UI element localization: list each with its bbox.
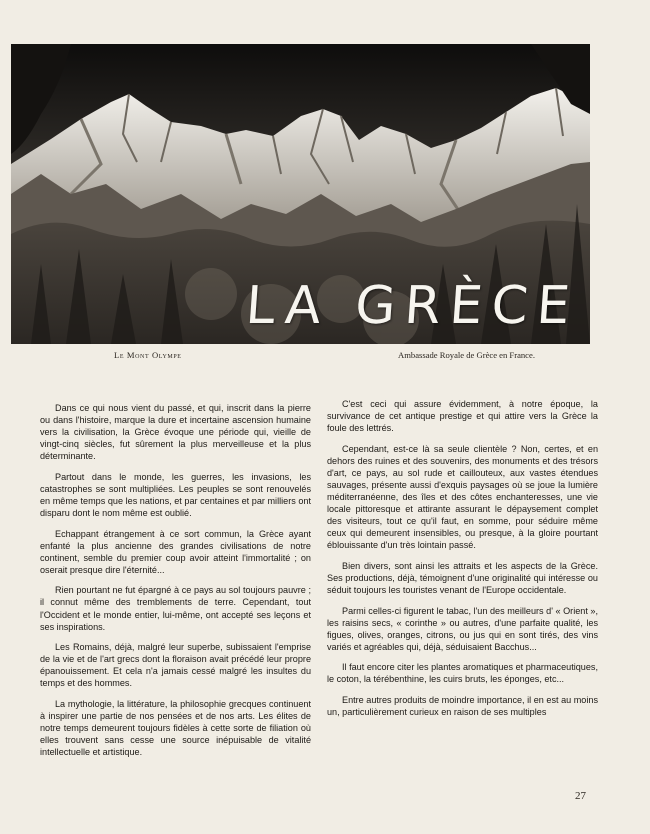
paragraph: C'est ceci qui assure évidemment, à notre époque, la survivance de cet antique prestige et qui attire vers la Grèce la foule des lettrés. (327, 399, 598, 434)
article-column-right (327, 398, 598, 727)
paragraph: Parmi celles-ci figurent le tabac, l'un des meilleurs d' « Orient », les raisins secs, « corinthe » ou autres, d'une parfaite qualité, les figues, olives, oranges, citrons, ou jus qui en sont tirés, des vins variés et agréables qui, déjà, séduisaient Bacchus... (327, 605, 598, 652)
mount-olympus-photo (11, 44, 590, 344)
paragraph: Entre autres produits de moindre importance, il en est au moins un, particulièrement curieux en raison de ses multiples (327, 694, 598, 718)
photo-title: LA GRÈCE (243, 276, 581, 336)
article-column-left (40, 402, 311, 767)
photo-caption: Le Mont Olympe (114, 350, 182, 360)
paragraph: La mythologie, la littérature, la philosophie grecques continuent à inspirer une partie de nos pensées et de nos arts. Les élites de notre temps demeurent toujours fidèles à cette sorte de filiation où elles trouvent sans cesse une source inépuisable de vitalité intellectuelle et artistique. (40, 698, 311, 758)
paragraph: Bien divers, sont ainsi les attraits et les aspects de la Grèce. Ses productions, déjà, témoignent d'une originalité qui intéresse ou séduit toujours les touristes venant de l'Europe occidentale. (327, 560, 598, 596)
paragraph: Echappant étrangement à ce sort commun, la Grèce ayant enfanté la plus ancienne des grandes civilisations de notre continent, semble du premier coup avoir atteint l'immortalité ; on oserait presque dire l'éternité... (40, 528, 311, 575)
paragraph: Partout dans le monde, les guerres, les invasions, les catastrophes se sont multipliées. Les peuples se sont renouvelés en même temps que les nations, et par centaines et par milliers ont disparu dont le nom même est oublié. (40, 471, 311, 519)
paragraph: Cependant, est-ce là sa seule clientèle ? Non, certes, et en dehors des ruines et des souvenirs, des monuments et des trésors d'art, ce pays, au sol rude et caillouteux, aux vastes étendues sauvages, présente aussi d'exquis paysages où se joue la lumière méditerranéenne, des îles et des côtes enchanteresses, une vie locale pittoresque et attirante assurant le dépaysement complet des visiteurs, tout ce qu'il faut, en somme, pour séduire même ceux qui demeurent insensibles, ou presque, à la gloire pourtant éblouissante d'un très lointain passé. (327, 443, 598, 551)
paragraph: Les Romains, déjà, malgré leur superbe, subissaient l'emprise de la vie et de l'art grecs dont la floraison avait précédé leur propre épanouissement. Et cela n'a jamais cessé malgré les insultes du temps et des hommes. (40, 642, 311, 689)
photo-credit: Ambassade Royale de Grèce en France. (398, 350, 535, 360)
paragraph: Rien pourtant ne fut épargné à ce pays au sol toujours pauvre ; il connut même des tremblements de terre. Cependant, tout l'Occident et le monde entier, lui-même, ont accepté ses leçons et ses inspirations. (40, 585, 311, 632)
paragraph: Dans ce qui nous vient du passé, et qui, inscrit dans la pierre ou dans l'histoire, marque la dure et incertaine ascension humaine vers la civilisation, la Grèce évoque une période qui, vieille de vingt-cinq siècles, fut sûrement la plus merveilleuse et la plus déterminante. (40, 403, 311, 462)
paragraph: Il faut encore citer les plantes aromatiques et pharmaceutiques, le coton, la térébenthine, les cuirs bruts, les éponges, etc... (327, 662, 598, 685)
page-number: 27 (575, 790, 586, 802)
